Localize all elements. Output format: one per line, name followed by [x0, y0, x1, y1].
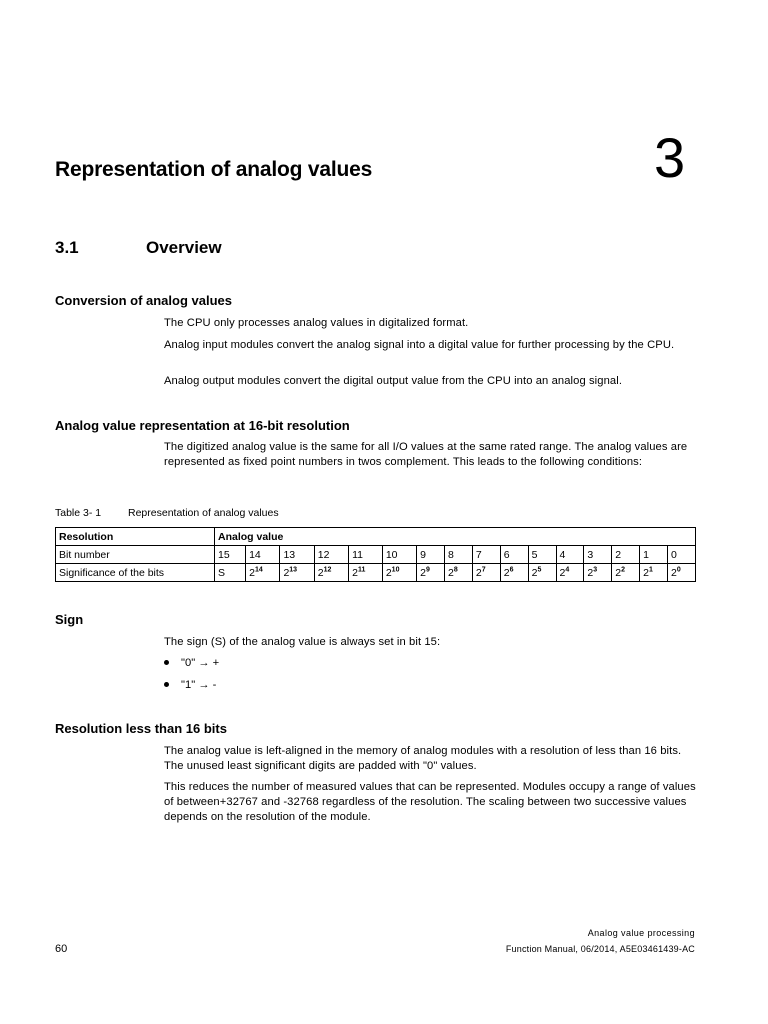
table-caption-title: Representation of analog values — [128, 507, 279, 519]
significance-exponent: 1 — [649, 566, 653, 573]
significance-base: 2 — [671, 566, 677, 579]
significance-cell — [528, 564, 556, 582]
bit-number-cell: 1 — [640, 546, 668, 564]
significance-base: 2 — [448, 566, 454, 579]
significance-cell — [349, 564, 383, 582]
row-label-bit-number: Bit number — [56, 546, 215, 564]
footer-document-title: Analog value processing — [587, 928, 695, 938]
significance-exponent: 7 — [481, 566, 486, 573]
significance-base: 2 — [559, 566, 566, 579]
resolution-paragraph-1: The analog value is left-aligned in the memory of analog modules with a resolution of less than 16 bits. The unused least significant digits are padded with "0" values. — [164, 745, 682, 772]
significance-cell — [556, 564, 584, 582]
footer-manual-info: Function Manual, 06/2014, A5E03461439-AC — [505, 944, 695, 954]
significance-cell — [417, 564, 445, 582]
conversion-paragraph-3: Analog output modules convert the digital output value from the CPU into an analog signal. — [164, 375, 623, 387]
chapter-title: Representation of analog values — [55, 158, 373, 181]
bit-number-cell: 14 — [246, 546, 280, 564]
significance-base: 2 — [503, 566, 510, 579]
significance-cell — [314, 564, 348, 582]
significance-cell — [382, 564, 416, 582]
conversion-heading: Conversion of analog values — [55, 293, 232, 308]
significance-base: 2 — [615, 566, 622, 579]
header-analog-value: Analog value — [215, 528, 696, 546]
significance-exponent: 13 — [289, 566, 298, 573]
table-row-bit-number — [56, 546, 696, 564]
significance-cell — [280, 564, 314, 582]
table-caption — [55, 507, 279, 519]
significance-cell — [500, 564, 528, 582]
row-label-significance: Significance of the bits — [56, 564, 215, 582]
footer-page-number: 60 — [55, 943, 68, 955]
bit-number-cell: 8 — [445, 546, 473, 564]
sign-paragraph: The sign (S) of the analog value is always set in bit 15: — [164, 636, 441, 648]
bullet-text: "0" → + — [181, 657, 220, 669]
significance-cell — [584, 564, 612, 582]
significance-cell — [246, 564, 280, 582]
bit-number-cell: 2 — [612, 546, 640, 564]
significance-base: 2 — [643, 566, 650, 579]
bit-number-cell: 13 — [280, 546, 314, 564]
bit-number-cell: 12 — [314, 546, 348, 564]
chapter-number: 3 — [654, 126, 686, 189]
bullet-dot-icon — [164, 682, 169, 687]
significance-cell — [612, 564, 640, 582]
representation-paragraph: The digitized analog value is the same for all I/O values at the same rated range. The analog values are represented as fixed point numbers in twos complement. This leads to the following conditions: — [164, 441, 688, 468]
section-title: Overview — [146, 238, 222, 257]
sign-heading: Sign — [55, 612, 84, 627]
bit-number-cell: 5 — [528, 546, 556, 564]
significance-base: 2 — [249, 566, 255, 579]
bit-number-cell: 9 — [417, 546, 445, 564]
bullet-dot-icon — [164, 660, 169, 665]
significance-exponent: 5 — [537, 566, 542, 573]
significance-base: 2 — [475, 566, 482, 579]
significance-exponent: 12 — [323, 566, 332, 573]
significance-cell — [640, 564, 668, 582]
significance-exponent: 2 — [621, 566, 626, 573]
conversion-paragraph-1: The CPU only processes analog values in digitalized format. — [164, 317, 469, 329]
bit-number-cell: 10 — [382, 546, 416, 564]
significance-exponent: 9 — [426, 566, 430, 573]
significance-base: 2 — [317, 566, 324, 579]
bit-number-cell: 0 — [668, 546, 696, 564]
significance-base: 2 — [531, 566, 538, 579]
significance-base: S — [218, 566, 226, 579]
significance-exponent: 6 — [509, 566, 514, 573]
table-row-significance — [56, 564, 696, 582]
bullet-text: "1" → - — [181, 679, 217, 691]
table-header-row — [56, 528, 696, 546]
significance-cell — [215, 564, 246, 582]
conversion-paragraph-2: Analog input modules convert the analog signal into a digital value for further processing by the CPU. — [164, 339, 675, 351]
significance-cell — [445, 564, 473, 582]
significance-exponent: 4 — [565, 566, 570, 573]
significance-base: 2 — [385, 566, 392, 579]
significance-exponent: 8 — [453, 566, 458, 573]
bit-number-cell: 6 — [500, 546, 528, 564]
significance-exponent: 0 — [676, 566, 681, 573]
significance-base: 2 — [420, 566, 427, 579]
significance-base: 2 — [283, 566, 290, 579]
bit-number-cell: 4 — [556, 546, 584, 564]
significance-exponent: 14 — [254, 566, 263, 573]
significance-exponent: 3 — [593, 566, 598, 573]
significance-cell — [668, 564, 696, 582]
resolution-paragraph-2: This reduces the number of measured values that can be represented. Modules occupy a range of values of between+32767 and -32768 regardless of the resolution. The scaling between two successive values depends on the resolution of the module. — [164, 781, 696, 823]
representation-heading: Analog value representation at 16-bit resolution — [55, 418, 350, 433]
significance-base: 2 — [587, 566, 594, 579]
section-number: 3.1 — [55, 238, 79, 257]
significance-exponent: 11 — [357, 566, 366, 573]
table-caption-number: Table 3- 1 — [55, 507, 102, 519]
significance-base: 2 — [352, 566, 358, 579]
bit-number-cell: 7 — [472, 546, 500, 564]
sign-bullet-negative — [164, 679, 216, 691]
significance-cell — [472, 564, 500, 582]
analog-value-table — [55, 527, 696, 582]
significance-exponent: 10 — [391, 566, 400, 573]
bit-number-cell: 15 — [215, 546, 246, 564]
bit-number-cell: 3 — [584, 546, 612, 564]
resolution-heading: Resolution less than 16 bits — [55, 721, 227, 736]
bit-number-cell: 11 — [349, 546, 383, 564]
header-resolution: Resolution — [56, 528, 215, 546]
sign-bullet-positive — [164, 657, 219, 669]
